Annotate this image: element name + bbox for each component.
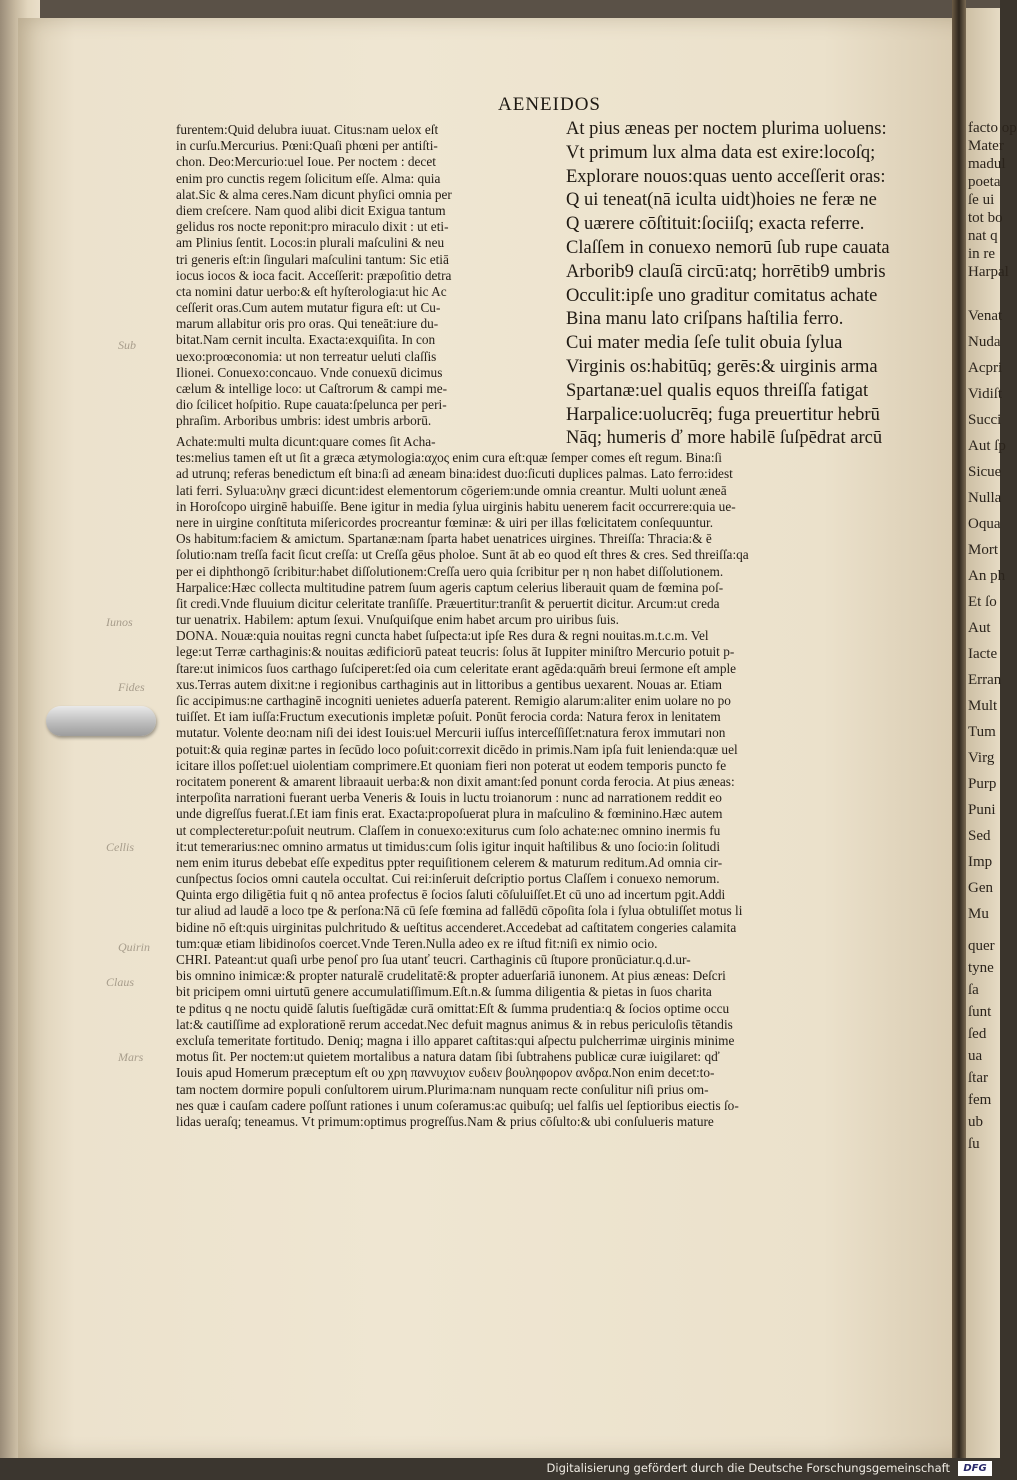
facing-text-fragment: Harpal — [968, 264, 1009, 280]
commentary-line: tes:melius tamen eſt ut ſit a græca ætymologia:αχος enim cura eſt:quæ ſemper comes eſt regum. Bina:ſi — [176, 450, 722, 466]
verse-line: At pius æneas per noctem plurima uoluens: — [566, 119, 887, 139]
commentary-line: uexo:proœconomia: ut non terreatur ueluti claſſis — [176, 348, 437, 364]
facing-text-fragment: Mult — [968, 698, 998, 714]
commentary-line: it:ut temerarius:nec omnino armatus ut timidus:cum ſolis igitur inquit haſtilibus & uno ſocio:in ſolitudi — [176, 838, 721, 854]
verse-line: Occulit:ipſe uno graditur comitatus achate — [566, 285, 878, 306]
commentary-line: icitare illos poſſet:uel uiolentiam comprimere.Et quoniam fieri non poterat ut eodem temporis puncto fe — [176, 757, 727, 773]
commentary-line: iocus iocos & ioca facit. Acceſſerit: præpoſitio detra — [176, 267, 452, 283]
marginal-note: Quirin — [118, 940, 151, 954]
facing-text-fragment: Mater — [968, 138, 1004, 154]
commentary-line: diem creſcere. Nam quod alibi dicit Exigua tantum — [176, 202, 446, 218]
book-gutter — [952, 0, 966, 1458]
commentary-line: CHRI. Pateant:ut quaſi urbe penoſ pro ſua utanť teucri. Carthaginis cū ſtupore pronūciatur.q.d.ur- — [176, 952, 691, 967]
commentary-line: rocitatem ponerent & amarent libraauit uerba:& non dixit amant:ſed ponunt corda ferocia. At pius æneas: — [176, 773, 735, 789]
verse-line: Vt primum lux alma data est exire:locoſq; — [566, 142, 876, 163]
commentary-line: tur aliud ad laudē a loco tpe & perſona:Nā cū ſeſe fœmina ad fallēdū cōpoſita ſola i ſylua obtuliſſet motus li — [176, 903, 743, 919]
facing-text-fragment: poeta — [968, 174, 1001, 190]
verse-line: Virginis os:habitūq; gerēs:& uirginis arma — [566, 356, 878, 377]
commentary-line: furentem:Quid delubra iuuat. Citus:nam uelox eſt — [176, 122, 439, 137]
facing-text-fragment: Aut — [968, 620, 991, 636]
commentary-line: ſtare:ut inimicos ſuos carthago ſuſciperet:ſed oia cum celeritate erant agēda:quāṁ breui ſermone eſt ample — [176, 660, 737, 676]
facing-text-fragment: tot bo — [968, 210, 1003, 226]
facing-text-fragment: ſed — [968, 1026, 987, 1042]
marginal-note: Cellis — [106, 840, 135, 854]
commentary-line: in Horoſcopo uirginē habuiſſe. Bene igitur in media ſylua uirginis habitu uenerem facit occurrere:quia ue- — [176, 498, 736, 514]
facing-text-fragment: Erran — [968, 672, 1002, 688]
commentary-wide-block — [176, 434, 932, 1130]
facing-text-fragment: Oqua — [968, 516, 1001, 532]
commentary-line: tuiſſet. Et iam iuſſa:Fructum executionis impletæ poſuit. Ponūt ferocia corda: Natura ferox in lenitatem — [176, 709, 721, 725]
facing-text-fragment: Mort — [968, 542, 998, 558]
commentary-line: Ilionei. Conuexo:concauo. Vnde conuexū dicimus — [176, 364, 443, 380]
facing-text-fragment: Gen — [968, 880, 993, 896]
facing-text-fragment: ſtar — [968, 1070, 988, 1086]
facing-text-fragment: An ph — [968, 568, 1006, 584]
facing-text-fragment: fem — [968, 1092, 992, 1108]
commentary-line: enim pro cunctis regem ſolicitum eſſe. Alma: quia — [176, 170, 441, 186]
commentary-line: Achate:multi multa dicunt:quare comes ſit Acha- — [176, 434, 436, 449]
facing-text-fragment: ſunt — [968, 1004, 992, 1020]
commentary-line: lege:ut Terræ carthaginis:& nouitas ædificiorū pateat teucris: ſolus āt Iuppiter miniſtro Mercurio potuit p- — [176, 644, 735, 660]
verse-line: Cui mater media ſeſe tulit obuia ſylua — [566, 333, 843, 354]
facing-text-fragment: in re — [968, 246, 996, 262]
commentary-line: cælum & intellige loco: ut Caſtrorum & campi me- — [176, 381, 448, 396]
verse-line: Arborib9 clauſā circū:atq; horrētib9 umbris — [566, 261, 886, 282]
commentary-line: bitat.Nam cernit inculta. Exacta:exquiſita. In con — [176, 332, 436, 348]
facing-text-fragment: ua — [968, 1048, 983, 1064]
marginal-note: Fides — [118, 680, 145, 694]
facing-text-fragment: Et ſo — [968, 594, 997, 610]
metal-clip — [46, 706, 156, 736]
dfg-logo: DFG — [958, 1461, 992, 1476]
footer-bar — [0, 1458, 1000, 1480]
commentary-line: chon. Deo:Mercurio:uel Ioue. Per noctem : decet — [176, 154, 436, 170]
facing-text-fragment: ſu — [968, 1136, 980, 1152]
marginal-note: Sub — [118, 338, 136, 352]
facing-text-fragment: Nuda — [968, 334, 1001, 350]
facing-text-fragment: ſa — [968, 982, 979, 998]
commentary-line: Quinta ergo diligētia fuit q nō antea profectus ē ſocios ſaluti cōſuluiſſet.Et cū uno ad incertum pgit.Addi — [176, 887, 726, 903]
commentary-line: te pditus q ne noctu quidē ſalutis ſueſtigādæ curā omittat:Eſt & ſumma prudentia:q & ſocios optime occu — [176, 1000, 730, 1016]
commentary-line: Os habitum:faciem & amictum. Spartanæ:nam ſparta habet uenatrices uirgines. Threiſſa: Thracia:& ē — [176, 531, 712, 547]
running-header: AENEIDOS — [498, 94, 601, 115]
commentary-line: bit pricipem omni uirtutū genere accumulatiſſimum.Eſt.n.& ſumma diligentia & pietas in ſuos charita — [176, 984, 712, 1000]
commentary-line: ſic accipimus:ne carthaginē incogniti uenietes aduerſa paterent. Remigio alarum:aliter enim uolare no po — [176, 693, 731, 708]
commentary-line: in curſu.Mercurius. Pœni:Quaſi phœni per antiſti- — [176, 138, 438, 154]
commentary-line: motus ſit. Per noctem:ut quietem mortalibus a natura datam ſibi ſubtrahens publicæ curæ iuigilaret: qď — [176, 1049, 720, 1065]
facing-text-fragment: tyne — [968, 960, 994, 976]
commentary-line: bidine nō eſt:quis uirginitas pulchritudo & ueſtitus accenderet.Accedebat ad caſtitatem congeries calamita — [176, 919, 737, 935]
facing-text-fragment: Iacte — [968, 646, 998, 662]
commentary-line: DONA. Nouæ:quia nouitas regni cuncta habet ſuſpecta:ut ipſe Res dura & regni nouitas.m.t.c.m. Vel — [176, 628, 709, 644]
commentary-line: excluſa temeritate fortitudo. Deniq; magna i illo apparet caſtitas:qui aſpectu pulcherrimæ uirginis minime — [176, 1032, 735, 1048]
facing-text-fragment: Nulla — [968, 490, 1002, 506]
facing-text-fragment: ſe ui — [968, 192, 995, 208]
facing-text-fragment: Purp — [968, 776, 997, 792]
facing-text-fragment: Sed — [968, 828, 991, 844]
commentary-line: per ei diphthongō ſcribitur:habet diſſolutionem:Creſſa uero quia ſcribitur per η non habet diſſolutionem. — [176, 563, 724, 579]
commentary-line: ſolutio:nam treſſa facit ſicut creſſa: ut Creſſa gēus pholoe. Sunt āt ab eo quod eſt thres & cres. Sed threiſſa:qa — [176, 547, 749, 563]
marginal-note: Claus — [106, 975, 135, 989]
commentary-line: nere in uirgine conſtituta miſericordes procreantur fœminæ: & uiri per illas fœlicitatem conſequuntur. — [176, 514, 714, 530]
facing-text-fragment: ub — [968, 1114, 983, 1130]
commentary-line: am Plinius ſentit. Locos:in plurali maſculini & neu — [176, 235, 445, 251]
verse-line: Claſſem in conuexo nemorū ſub rupe cauata — [566, 237, 890, 258]
facing-text-fragment: Venat — [968, 308, 1003, 324]
commentary-line: dio ſcilicet hoſpitio. Rupe cauata:ſpelunca per peri- — [176, 397, 447, 413]
commentary-line: mutatur. Volente deo:nam niſi dei idest Iouis:uel Mercurii iuſſus interceſſiſſet:natura ferox immutari non — [176, 725, 726, 741]
verse-line: Explorare nouos:quas uento acceſſerit oras: — [566, 166, 886, 187]
verse-block — [566, 118, 938, 451]
commentary-narrow-block — [176, 122, 564, 430]
facing-text-fragment: Succi — [968, 412, 1002, 428]
commentary-line: interpoſita narrationi fuerant uerba Veneris & Iouis in luctu troianorum : nunc ad narrationem reddit eo — [176, 790, 722, 806]
commentary-line: tri generis eſt:in ſingulari maſculini tantum: Sic etiā — [176, 251, 449, 267]
facing-text-fragment: Acpri — [968, 360, 1003, 376]
commentary-line: bis omnino inimicæ:& propter naturalē crudelitatē:& propter aduerſariā iunonem. At pius æneas: Deſcri — [176, 968, 726, 984]
commentary-line: phraſim. Arboribus umbris: idest umbris arborū. — [176, 413, 432, 429]
verse-line: Bina manu lato criſpans haſtilia ferro. — [566, 309, 844, 330]
facing-text-fragment: Vidiſt — [968, 386, 1003, 402]
commentary-line: Harpalice:Hæc collecta multitudine patrem ſuum ageris captum celerius liberauit quam de fœmina poſ- — [176, 579, 724, 595]
commentary-line: lati ferri. Sylua:υλην græci dicunt:idest elementorum cōgeriem:unde omnia creantur. Multi uolunt æneā — [176, 482, 727, 498]
commentary-line: nem enim iturus debebat eſſe expeditus ppter requiſitionem celerem & maturum reditum.Ad omnia cir- — [176, 854, 723, 870]
commentary-line: nes quæ i cauſam cadere poſſunt rationes i unum coſeramus:ac quibuſq; uel falſis uel ſeptioribus eiectis ſo- — [176, 1097, 739, 1113]
commentary-line: unde digreſſus fuerat.ſ.Et iam finis erat. Exacta:propoſuerat plura in maſculino & fœminino.Hæc autem — [176, 806, 723, 822]
commentary-line: lat:& cautiſſime ad explorationē rerum accedat.Nec defuit magnus animus & in rebus periculoſis tētandis — [176, 1016, 733, 1032]
verse-line: Q ui teneat(nā iculta uidt)hoies ne feræ ne — [566, 190, 877, 211]
commentary-line: Iouis apud Homerum præceptum eſt ου χρη παννυχιον ευδειν βουληφορον ανδρα.Non enim decet:to- — [176, 1065, 715, 1081]
commentary-line: tam noctem dormire populi conſultorem uirum.Plurima:nam nunquam recte conſulitur niſi prius om- — [176, 1081, 709, 1097]
verse-line: Q uærere cōſtituit:ſociiſq; exacta referre. — [566, 214, 865, 235]
commentary-line: ſit credi.Vnde fluuium dicitur celeritate tranſiſſe. Præuertitur:tranſit & peruertit dicitur. Arcum:ut creda — [176, 595, 720, 611]
facing-text-fragment: Puni — [968, 802, 996, 818]
commentary-line: marum allabitur oris pro oras. Qui teneāt:iure du- — [176, 316, 439, 332]
facing-text-fragment: Virg — [968, 750, 995, 766]
marginal-note: Iunos — [106, 615, 133, 629]
facing-text-fragment: nat q — [968, 228, 998, 244]
facing-text-fragment: quer — [968, 938, 995, 954]
facing-text-fragment: Mu — [968, 906, 989, 922]
commentary-line: tum:quæ etiam libidinoſos coercet.Vnde Teren.Nulla adeo ex re iſtud fit:niſi ex nimio ocio. — [176, 935, 658, 951]
facing-text-fragment: Imp — [968, 854, 993, 870]
commentary-line: ut complecteretur:poſuit neutrum. Claſſem in conuexo:exiturus cum ſolo achate:nec omnino inermis fu — [176, 822, 721, 838]
facing-page — [966, 8, 1017, 1458]
commentary-line: tur uenatrix. Habilem: aptum ſexui. Vnuſquiſque enim habet arcum pro uiribus ſuis. — [176, 612, 619, 628]
verse-line: Nāq; humeris ď more habilē ſuſpēdrat arcū — [566, 428, 883, 449]
commentary-line: ceſſerit oras.Cum autem mutatur figura eſt: ut Cu- — [176, 300, 441, 316]
facing-text-fragment: Sicue — [968, 464, 1002, 480]
commentary-line: xus.Terras autem dixit:ne i regionibus carthaginis aut in littoribus a gentibus uexarent. Nouas ar. Etiam — [176, 676, 722, 692]
facing-text-fragment: Aut ſp — [968, 438, 1006, 454]
commentary-line: ad utrunq; referas benedictum eſt bina:ſi ad æneam bina:idest duo:ſicuti duplices palmas. Lato ferro:idest — [176, 466, 733, 482]
verse-line: Harpalice:uolucrēq; fuga preuertitur hebrū — [566, 404, 880, 425]
funding-text: Digitalisierung gefördert durch die Deutsche Forschungsgemeinschaft — [546, 1461, 950, 1475]
commentary-line: alat.Sic & alma ceres.Nam dicunt phyſici omnia per — [176, 186, 452, 202]
facing-text-fragment: facto op — [968, 120, 1017, 136]
commentary-line: potuit:& quia reginæ partes in ſecūdo loco poſuit:correxit dicēdo in primis.Nam ipſa fuit lenienda:quæ uel — [176, 741, 738, 757]
facing-text-fragment: madul — [968, 156, 1006, 172]
commentary-line: lidas ueraſq; teneamus. Vt primum:optimus progreſſus.Nam & prius cōſulto:& ubi conſulueris mature — [176, 1113, 714, 1129]
marginal-note: Mars — [118, 1050, 144, 1064]
commentary-line: cunſpectus ſocios omni cautela occultat. Cui rei:inſeruit deſcriptio portus Claſſem i conuexo nemorum. — [176, 871, 720, 887]
verse-line: Spartanæ:uel qualis equos threiſſa fatigat — [566, 380, 869, 401]
commentary-line: cta nomini datur uerbo:& eſt hyſterologia:ut hic Ac — [176, 283, 447, 299]
commentary-line: gelidus ros nocte reponit:pro miraculo dixit : ut eti- — [176, 219, 449, 235]
facing-text-fragment: Tum — [968, 724, 996, 740]
